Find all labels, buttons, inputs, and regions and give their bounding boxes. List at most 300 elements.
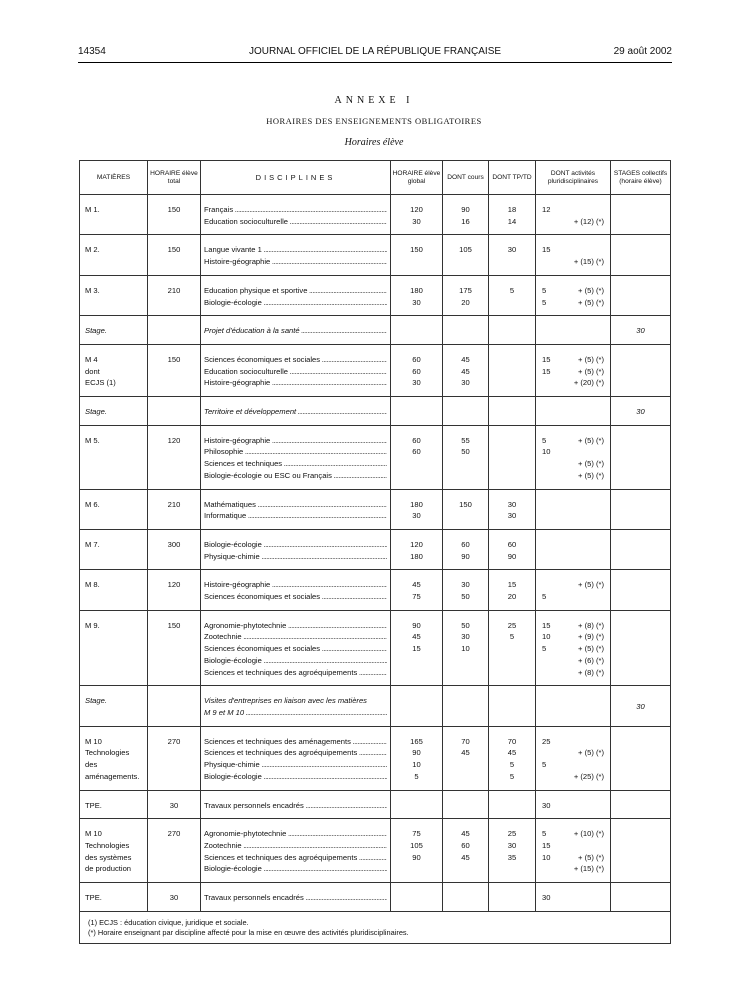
global-value: 30 — [412, 297, 421, 307]
stages-cell: 30 — [611, 397, 671, 426]
horaire-total-cell: 210 — [148, 275, 201, 315]
dont-activites-cell — [536, 819, 611, 883]
table-row — [80, 570, 671, 610]
dont-activites-cell — [536, 344, 611, 396]
activite-hours: 12 — [542, 205, 551, 214]
timetable-table — [79, 160, 671, 944]
dont-activites-cell — [536, 397, 611, 426]
matiere-line: M 7. — [85, 539, 100, 549]
global-value: 75 — [412, 592, 421, 602]
matiere-cell — [80, 425, 148, 489]
cours-value: 70 — [461, 736, 470, 746]
cours-value: 45 — [461, 366, 470, 376]
header-horaire-global: HORAIRE élève global — [391, 161, 443, 195]
activite-extra-hours: + (5) (*) — [578, 354, 604, 364]
cours-value: 60 — [461, 840, 470, 850]
disciplines-cell — [201, 883, 391, 912]
tptd-value: 14 — [507, 216, 517, 226]
dont-activites-cell — [536, 425, 611, 489]
table-row — [80, 790, 671, 819]
activite-line — [539, 354, 607, 366]
global-value: 180 — [410, 551, 423, 561]
matiere-line: ECJS (1) — [85, 378, 116, 388]
discipline-line: Biologie-écologie ou ESC ou Français ..... — [204, 470, 387, 482]
dont-activites-cell — [536, 316, 611, 345]
tptd-value: 70 — [507, 736, 517, 746]
matiere-cell — [80, 686, 148, 726]
dont-tptd-cell — [489, 686, 536, 726]
discipline-line: Sciences économiques et sociales ..... — [204, 354, 387, 366]
stages-cell — [611, 610, 671, 686]
disciplines-cell — [201, 529, 391, 569]
dont-cours-cell — [443, 790, 489, 819]
header-disciplines: DISCIPLINES — [201, 161, 391, 195]
discipline-line: Histoire-géographie ..... — [204, 435, 387, 447]
activite-extra-hours: + (6) (*) — [578, 655, 604, 665]
dont-cours-cell — [443, 883, 489, 912]
global-value: 60 — [412, 354, 421, 364]
table-row — [80, 195, 671, 235]
footnote-asterisk: (*) Horaire enseignant par discipline affecté pour la mise en œuvre des activités pluridisciplinaires. — [88, 927, 409, 937]
discipline-line: Langue vivante 1 ..... — [204, 244, 387, 256]
dont-cours-cell — [443, 235, 489, 275]
activite-line — [539, 256, 607, 268]
dont-tptd-cell — [489, 610, 536, 686]
matiere-line: M 4 — [85, 354, 98, 364]
global-value: 30 — [412, 216, 421, 226]
tptd-value: 20 — [507, 592, 517, 602]
dont-cours-cell — [443, 489, 489, 529]
discipline-line: M 9 et M 10 ..... — [204, 707, 387, 719]
tptd-value: 35 — [507, 852, 517, 862]
activite-line — [539, 297, 607, 309]
matiere-cell — [80, 570, 148, 610]
tptd-value: 25 — [507, 620, 517, 630]
dont-cours-cell — [443, 344, 489, 396]
header-dont-tptd: DONT TP/TD — [489, 161, 536, 195]
discipline-line: Biologie-écologie ..... — [204, 771, 387, 783]
stages-cell — [611, 489, 671, 529]
global-value: 90 — [412, 748, 421, 758]
horaire-global-cell — [391, 790, 443, 819]
disciplines-cell — [201, 397, 391, 426]
dont-cours-cell — [443, 195, 489, 235]
dont-tptd-cell — [489, 790, 536, 819]
dont-activites-cell — [536, 610, 611, 686]
horaire-total-cell — [148, 316, 201, 345]
activite-line — [539, 643, 607, 655]
horaire-global-cell — [391, 610, 443, 686]
dont-cours-cell — [443, 686, 489, 726]
table-row — [80, 610, 671, 686]
cours-value: 30 — [461, 378, 470, 388]
activite-line — [539, 631, 607, 643]
discipline-line: Histoire-géographie ..... — [204, 579, 387, 591]
stages-cell — [611, 570, 671, 610]
dont-cours-cell — [443, 610, 489, 686]
activite-line — [539, 470, 607, 482]
horaire-global-cell — [391, 195, 443, 235]
matiere-cell — [80, 235, 148, 275]
activite-line — [539, 591, 607, 603]
global-value: 30 — [412, 511, 421, 521]
matiere-cell — [80, 489, 148, 529]
tptd-value: 5 — [509, 285, 515, 295]
discipline-line: Zootechnie ..... — [204, 631, 387, 643]
stages-cell — [611, 195, 671, 235]
dont-cours-cell — [443, 726, 489, 790]
dont-cours-cell — [443, 819, 489, 883]
activite-line — [539, 759, 607, 771]
discipline-line: Travaux personnels encadrés ..... — [204, 800, 387, 812]
cours-value: 150 — [459, 499, 472, 509]
dont-cours-cell — [443, 570, 489, 610]
disciplines-cell — [201, 489, 391, 529]
matiere-cell — [80, 726, 148, 790]
annexe-title: ANNEXE I — [334, 95, 414, 106]
horaire-global-cell — [391, 570, 443, 610]
stages-cell: 30 — [611, 316, 671, 345]
dont-activites-cell — [536, 883, 611, 912]
horaire-global-cell — [391, 344, 443, 396]
tptd-value: 30 — [507, 840, 517, 850]
table-row — [80, 489, 671, 529]
horaire-total-cell: 270 — [148, 726, 201, 790]
discipline-line: Histoire-géographie ..... — [204, 256, 387, 268]
activite-line — [539, 840, 607, 852]
global-value: 10 — [412, 760, 421, 770]
stage-row — [80, 397, 671, 426]
global-value: 60 — [412, 366, 421, 376]
cours-value: 45 — [461, 829, 470, 839]
activite-line — [539, 892, 607, 904]
tptd-value: 45 — [507, 748, 517, 758]
table-row — [80, 883, 671, 912]
discipline-line: Education socioculturelle ..... — [204, 216, 387, 228]
activite-hours: 5 — [542, 285, 547, 295]
cours-value: 16 — [461, 216, 470, 226]
activite-line — [539, 366, 607, 378]
dont-tptd-cell — [489, 344, 536, 396]
horaire-total-cell: 30 — [148, 790, 201, 819]
matiere-line: TPE. — [85, 800, 102, 810]
publication-date: 29 août 2002 — [613, 46, 672, 57]
matiere-cell — [80, 819, 148, 883]
discipline-line: Sciences économiques et sociales ..... — [204, 591, 387, 603]
activite-extra-hours: + (20) (*) — [573, 378, 604, 388]
cours-value: 45 — [461, 852, 470, 862]
dont-cours-cell — [443, 529, 489, 569]
header-rule — [78, 62, 672, 63]
activite-hours: 15 — [542, 620, 551, 630]
cours-value: 30 — [461, 580, 470, 590]
global-value: 60 — [412, 435, 421, 445]
activite-hours: 10 — [542, 852, 551, 862]
activite-extra-hours: + (5) (*) — [578, 435, 604, 445]
activite-extra-hours: + (5) (*) — [578, 644, 604, 654]
dont-tptd-cell — [489, 726, 536, 790]
activite-extra-hours: + (8) (*) — [578, 667, 604, 677]
discipline-line: Physique-chimie ..... — [204, 551, 387, 563]
horaire-global-cell — [391, 275, 443, 315]
cours-value: 175 — [459, 285, 472, 295]
discipline-line: Biologie-écologie ..... — [204, 297, 387, 309]
discipline-line: Territoire et développement ..... — [204, 406, 387, 418]
annexe-subtitle-2: Horaires élève — [344, 137, 404, 148]
activite-line — [539, 620, 607, 632]
global-value: 180 — [410, 285, 423, 295]
dont-tptd-cell — [489, 275, 536, 315]
discipline-line: Agronomie-phytotechnie ..... — [204, 620, 387, 632]
discipline-line: Sciences et techniques des aménagements ..... — [204, 736, 387, 748]
dont-tptd-cell — [489, 570, 536, 610]
matiere-line: des systèmes — [85, 852, 132, 862]
global-value: 120 — [410, 539, 423, 549]
discipline-line: Biologie-écologie ..... — [204, 539, 387, 551]
dont-tptd-cell — [489, 316, 536, 345]
discipline-line: Sciences et techniques des agroéquipements ..... — [204, 852, 387, 864]
horaire-total-cell: 120 — [148, 570, 201, 610]
disciplines-cell — [201, 195, 391, 235]
dont-activites-cell — [536, 489, 611, 529]
header-dont-activites: DONT activités pluridisciplinaires — [536, 161, 611, 195]
stages-cell — [611, 529, 671, 569]
matiere-cell — [80, 275, 148, 315]
activite-line — [539, 655, 607, 667]
stages-cell — [611, 344, 671, 396]
global-value: 30 — [412, 378, 421, 388]
activite-line — [539, 435, 607, 447]
activite-hours: 5 — [542, 829, 547, 839]
activite-line — [539, 458, 607, 470]
discipline-line: Physique-chimie ..... — [204, 759, 387, 771]
dont-tptd-cell — [489, 425, 536, 489]
dont-tptd-cell — [489, 529, 536, 569]
stages-cell — [611, 275, 671, 315]
dont-tptd-cell — [489, 819, 536, 883]
global-value: 45 — [412, 580, 421, 590]
dont-cours-cell — [443, 397, 489, 426]
global-value: 5 — [414, 771, 419, 781]
dont-tptd-cell — [489, 195, 536, 235]
table-header-row — [80, 161, 671, 195]
activite-line — [539, 204, 607, 216]
dont-tptd-cell — [489, 883, 536, 912]
footnotes-row — [80, 911, 671, 943]
activite-extra-hours: + (12) (*) — [573, 216, 604, 226]
tptd-value: 30 — [507, 511, 517, 521]
global-value: 45 — [412, 632, 421, 642]
table-row — [80, 275, 671, 315]
stages-cell — [611, 726, 671, 790]
activite-hours: 10 — [542, 632, 551, 642]
activite-line — [539, 216, 607, 228]
activite-line — [539, 285, 607, 297]
horaire-global-cell — [391, 235, 443, 275]
activite-extra-hours: + (25) (*) — [573, 771, 604, 781]
activite-line — [539, 852, 607, 864]
horaire-total-cell: 120 — [148, 425, 201, 489]
dont-cours-cell — [443, 275, 489, 315]
global-value: 90 — [412, 620, 421, 630]
tptd-value: 90 — [507, 551, 517, 561]
activite-hours: 5 — [542, 435, 547, 445]
activite-extra-hours: + (10) (*) — [573, 829, 604, 839]
activite-extra-hours: + (5) (*) — [578, 580, 604, 590]
matiere-cell — [80, 883, 148, 912]
activite-line — [539, 667, 607, 679]
matiere-line: M 6. — [85, 499, 100, 509]
cours-value: 50 — [461, 447, 470, 457]
horaire-total-cell: 150 — [148, 195, 201, 235]
activite-line — [539, 579, 607, 591]
dont-activites-cell — [536, 275, 611, 315]
activite-line — [539, 828, 607, 840]
dont-tptd-cell — [489, 397, 536, 426]
disciplines-cell — [201, 790, 391, 819]
disciplines-cell — [201, 425, 391, 489]
dont-activites-cell — [536, 790, 611, 819]
activite-hours: 15 — [542, 366, 551, 376]
matiere-line: M 5. — [85, 435, 100, 445]
matiere-line: M 10 — [85, 736, 102, 746]
activite-hours: 15 — [542, 245, 551, 255]
matiere-line: M 10 — [85, 829, 102, 839]
dont-activites-cell — [536, 235, 611, 275]
discipline-line: Projet d'éducation à la santé ..... — [204, 325, 387, 337]
table-row — [80, 529, 671, 569]
dont-activites-cell — [536, 686, 611, 726]
dont-cours-cell — [443, 316, 489, 345]
activite-extra-hours: + (15) (*) — [573, 257, 604, 267]
cours-value: 105 — [459, 245, 472, 255]
global-value: 165 — [410, 736, 423, 746]
global-value: 150 — [410, 245, 423, 255]
dont-activites-cell — [536, 529, 611, 569]
disciplines-cell — [201, 570, 391, 610]
disciplines-cell — [201, 819, 391, 883]
discipline-line: Sciences et techniques des agroéquipements ..... — [204, 667, 387, 679]
activite-hours: 30 — [542, 800, 551, 810]
header-dont-cours: DONT cours — [443, 161, 489, 195]
cours-value: 60 — [461, 539, 470, 549]
global-value: 180 — [410, 499, 423, 509]
footnote-ecjs: (1) ECJS : éducation civique, juridique et sociale. — [88, 917, 249, 927]
activite-hours: 5 — [542, 760, 547, 770]
disciplines-cell — [201, 686, 391, 726]
horaire-global-cell — [391, 819, 443, 883]
activite-line — [539, 377, 607, 389]
matiere-line: Stage. — [85, 407, 107, 417]
matiere-line: Technologies — [85, 748, 130, 758]
horaire-global-cell — [391, 726, 443, 790]
table-body — [80, 195, 671, 912]
disciplines-cell — [201, 610, 391, 686]
activite-hours: 15 — [542, 840, 551, 850]
matiere-line: dont — [85, 366, 100, 376]
horaire-global-cell — [391, 883, 443, 912]
cours-value: 55 — [461, 435, 470, 445]
horaire-total-cell: 30 — [148, 883, 201, 912]
stages-cell: 30 — [611, 686, 671, 726]
activite-extra-hours: + (5) (*) — [578, 285, 604, 295]
discipline-line: Sciences et techniques des agroéquipements ..... — [204, 747, 387, 759]
disciplines-cell — [201, 275, 391, 315]
horaire-global-cell — [391, 316, 443, 345]
horaire-global-cell — [391, 686, 443, 726]
discipline-line: Français ..... — [204, 204, 387, 216]
dont-activites-cell — [536, 726, 611, 790]
disciplines-cell — [201, 344, 391, 396]
horaire-total-cell — [148, 397, 201, 426]
horaire-global-cell — [391, 529, 443, 569]
matiere-line: M 3. — [85, 285, 100, 295]
stage-row — [80, 316, 671, 345]
matiere-line: de production — [85, 864, 132, 874]
stages-cell — [611, 883, 671, 912]
cours-value: 45 — [461, 354, 470, 364]
tptd-value: 60 — [507, 539, 517, 549]
stages-cell — [611, 425, 671, 489]
matiere-line: M 9. — [85, 620, 100, 630]
tptd-value: 15 — [507, 580, 517, 590]
global-value: 75 — [412, 829, 421, 839]
tptd-value: 30 — [507, 499, 517, 509]
matiere-cell — [80, 790, 148, 819]
activite-hours: 5 — [542, 297, 547, 307]
activite-extra-hours: + (5) (*) — [578, 459, 604, 469]
tptd-value: 5 — [509, 771, 515, 781]
activite-line — [539, 446, 607, 458]
stages-cell — [611, 235, 671, 275]
horaire-global-cell — [391, 489, 443, 529]
matiere-line: des — [85, 760, 98, 770]
activite-hours: 15 — [542, 354, 551, 364]
global-value: 90 — [412, 852, 421, 862]
discipline-line: Informatique ..... — [204, 510, 387, 522]
table-row — [80, 819, 671, 883]
discipline-line: Sciences et techniques ..... — [204, 458, 387, 470]
discipline-line: Education socioculturelle ..... — [204, 366, 387, 378]
page-number: 14354 — [78, 46, 106, 57]
footnotes — [80, 911, 671, 943]
tptd-value: 5 — [509, 632, 515, 642]
tptd-value: 25 — [507, 829, 517, 839]
table-row — [80, 726, 671, 790]
tptd-value: 30 — [507, 245, 517, 255]
activite-extra-hours: + (5) (*) — [578, 748, 604, 758]
activite-line — [539, 863, 607, 875]
discipline-line: Histoire-géographie ..... — [204, 377, 387, 389]
matiere-cell — [80, 195, 148, 235]
header-matieres: MATIÈRES — [80, 161, 148, 195]
activite-extra-hours: + (9) (*) — [578, 632, 604, 642]
stages-cell — [611, 790, 671, 819]
header-horaire-total: HORAIRE élève total — [148, 161, 201, 195]
header-stages: STAGES collectifs (horaire élève) — [611, 161, 671, 195]
activite-hours: 5 — [542, 592, 547, 602]
discipline-line: Visites d'entreprises en liaison avec les matières — [204, 696, 367, 706]
dont-cours-cell — [443, 425, 489, 489]
matiere-line: Technologies — [85, 840, 130, 850]
annexe-subtitle: HORAIRES DES ENSEIGNEMENTS OBLIGATOIRES — [266, 116, 482, 126]
cours-value: 30 — [461, 632, 470, 642]
disciplines-cell — [201, 726, 391, 790]
stage-row — [80, 686, 671, 726]
discipline-line: Biologie-écologie ..... — [204, 655, 387, 667]
tptd-value: 5 — [509, 760, 515, 770]
activite-line — [539, 771, 607, 783]
